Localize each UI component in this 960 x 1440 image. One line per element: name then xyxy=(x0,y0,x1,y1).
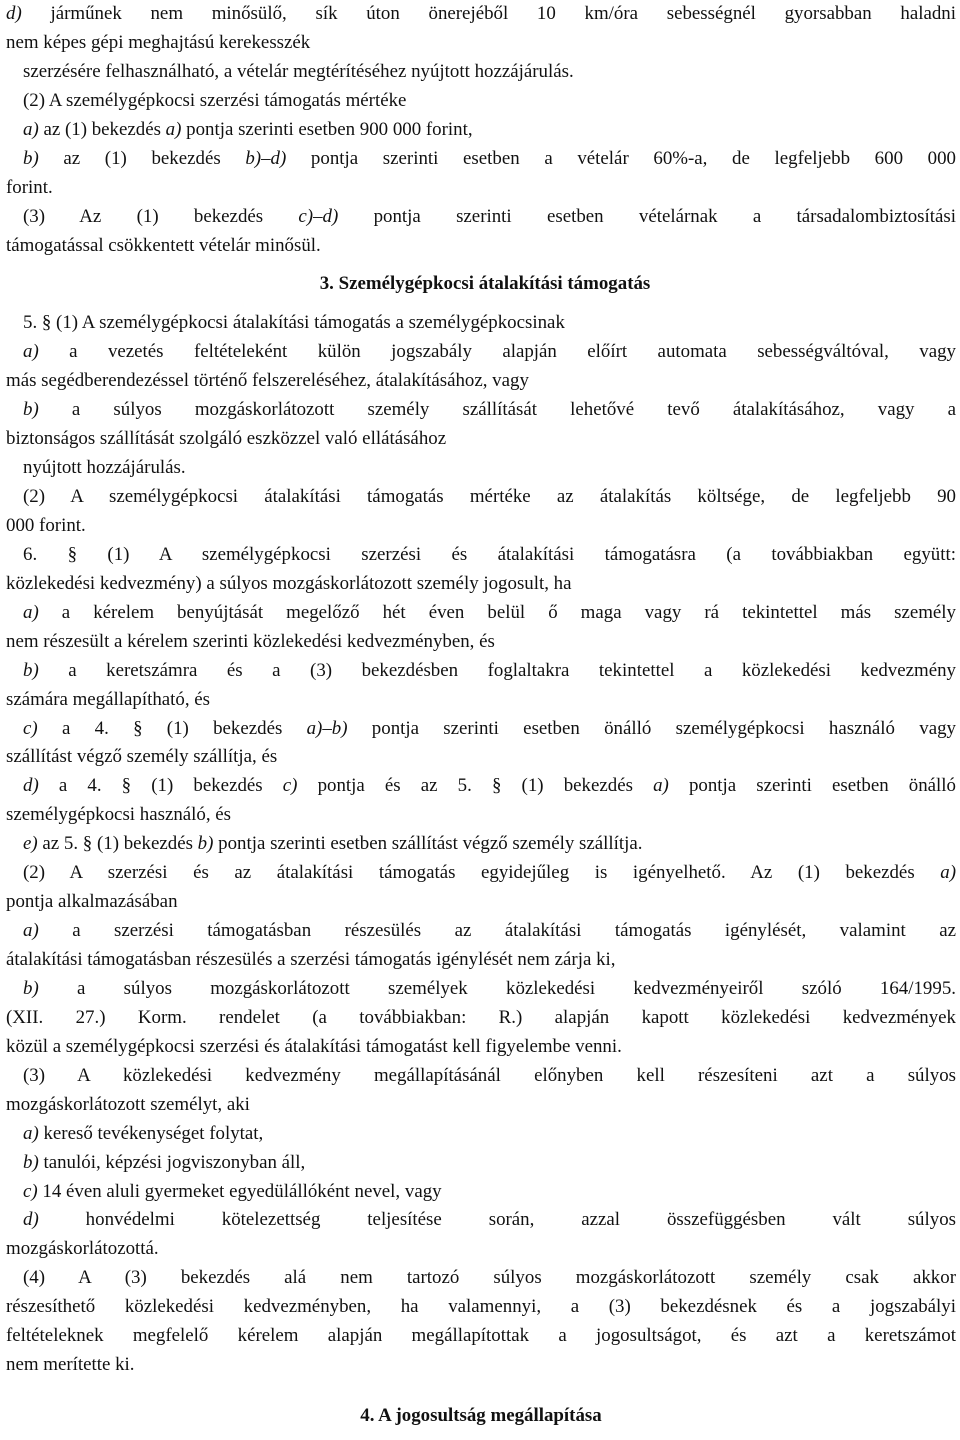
text-line xyxy=(6,0,956,29)
text-segment: más segédberendezéssel történő felszereléséhez, átalakításához, vagy xyxy=(6,370,529,392)
text-line xyxy=(6,1120,956,1149)
text-segment: pontja szerinti esetben a vételár 60%-a, de legfeljebb 600 000 xyxy=(286,147,956,169)
text-segment: (XII. 27.) Korm. rendelet (a továbbiakban: R.) alapján kapott közlekedési kedvezmények xyxy=(6,1006,956,1028)
text-segment: az 5. § (1) bekezdés xyxy=(37,833,198,855)
text-segment: pontja szerinti esetben 900 000 forint, xyxy=(181,118,473,140)
text-segment: 000 forint. xyxy=(6,514,86,536)
text-segment: tanulói, képzési jogviszonyban áll, xyxy=(38,1151,306,1173)
section-heading xyxy=(6,270,956,299)
text-line xyxy=(6,203,956,232)
text-line xyxy=(6,29,956,58)
text-segment: feltételeknek megfelelő kérelem alapján megállapítottak a jogosultságot, és azt a keretszámot xyxy=(6,1325,956,1347)
point-marker: a) xyxy=(23,601,39,623)
text-segment: forint. xyxy=(6,176,53,198)
text-segment: a vezetés feltételeként külön jogszabály alapján előírt automata sebességváltóval, vagy xyxy=(38,341,956,363)
text-segment: átalakítási támogatásban részesülés a szerzési támogatás igénylését nem zárja ki, xyxy=(6,949,616,970)
text-line xyxy=(6,309,956,338)
point-marker: a) xyxy=(23,920,39,942)
text-line xyxy=(6,425,956,454)
text-line xyxy=(6,743,956,772)
text-segment: (3) Az (1) bekezdés xyxy=(23,205,299,227)
text-line xyxy=(6,801,956,830)
text-segment: 4. A jogosultság megállapítása xyxy=(360,1405,602,1427)
text-line xyxy=(6,599,956,628)
text-line xyxy=(6,541,956,570)
text-segment: (2) A személygépkocsi szerzési támogatás mértéke xyxy=(23,89,407,111)
text-segment: (4) A (3) bekezdés alá nem tartozó súlyos mozgáskorlátozott személy csak akkor xyxy=(23,1267,956,1289)
text-line xyxy=(6,859,956,888)
text-line xyxy=(6,454,956,483)
text-segment: személygépkocsi használó, és xyxy=(6,804,232,826)
text-line xyxy=(6,1351,956,1380)
text-segment: pontja szerinti esetben szállítást végző személy szállítja. xyxy=(213,833,643,855)
point-marker: c) xyxy=(23,717,38,739)
text-line xyxy=(6,1062,956,1091)
text-segment: közül a személygépkocsi szerzési és átalakítási támogatást kell figyelembe venni. xyxy=(6,1035,622,1057)
text-line xyxy=(6,232,956,261)
text-segment: 14 éven aluli gyermeket egyedülállóként nevel, vagy xyxy=(37,1180,442,1202)
point-marker: b) xyxy=(197,833,214,855)
text-segment: a kérelem benyújtását megelőző hét éven belül ő maga vagy rá tekintettel más személy xyxy=(38,601,956,623)
point-marker: b)–d) xyxy=(245,147,287,169)
text-segment: a súlyos mozgáskorlátozott személy szállítását lehetővé tevő átalakításához, vagy a xyxy=(38,399,956,421)
text-segment: részesíthető közlekedési kedvezményben, ha valamennyi, a (3) bekezdésnek és a jogszabályi xyxy=(6,1296,956,1318)
text-line xyxy=(6,715,956,744)
text-segment: honvédelmi kötelezettség teljesítése során, azzal összefüggésben vált súlyos xyxy=(38,1209,956,1231)
point-marker: a)–b) xyxy=(306,717,348,739)
point-marker: b) xyxy=(23,659,39,681)
point-marker: d) xyxy=(6,3,22,24)
point-marker: c) xyxy=(282,775,298,797)
text-line xyxy=(6,116,956,145)
text-line xyxy=(6,975,956,1004)
text-segment: pontja alkalmazásában xyxy=(6,891,178,913)
point-marker: b) xyxy=(23,147,39,169)
text-segment: nem merítette ki. xyxy=(6,1354,135,1376)
text-line xyxy=(6,772,956,801)
text-segment: (2) A személygépkocsi átalakítási támogatás mértéke az átalakítás költsége, de legfeljebb 90 xyxy=(23,486,956,507)
text-segment: pontja szerinti esetben önálló személygépkocsi használó vagy xyxy=(347,717,956,739)
text-line xyxy=(6,1206,956,1235)
text-line xyxy=(6,1004,956,1033)
text-segment: a szerzési támogatásban részesülés az átalakítási támogatás igénylését, valamint az xyxy=(38,920,956,942)
text-segment: 5. § (1) A személygépkocsi átalakítási támogatás a személygépkocsinak xyxy=(23,312,565,334)
point-marker: d) xyxy=(23,1209,39,1231)
text-line xyxy=(6,338,956,367)
text-line xyxy=(6,917,956,946)
text-segment: járműnek nem minősülő, sík úton önerejéből 10 km/óra sebességnél gyorsabban haladni xyxy=(21,3,956,24)
text-line xyxy=(6,888,956,917)
text-segment: (3) A közlekedési kedvezmény megállapításánál előnyben kell részesíteni azt a súlyos xyxy=(23,1064,956,1086)
text-segment: számára megállapítható, és xyxy=(6,688,211,710)
text-segment: 6. § (1) A személygépkocsi szerzési és átalakítási támogatásra (a továbbiakban együtt: xyxy=(23,543,956,565)
text-segment: kereső tevékenységet folytat, xyxy=(38,1122,264,1144)
text-line xyxy=(6,830,956,859)
text-line xyxy=(6,1322,956,1351)
text-line xyxy=(6,946,956,975)
text-line xyxy=(6,1178,956,1207)
text-segment: pontja és az 5. § (1) bekezdés xyxy=(297,775,654,797)
text-segment: nem képes gépi meghajtású kerekesszék xyxy=(6,31,311,53)
text-line xyxy=(6,570,956,599)
text-line xyxy=(6,396,956,425)
text-segment: a súlyos mozgáskorlátozott személyek közlekedési kedvezményeiről szóló 164/1995. xyxy=(38,977,956,999)
text-segment: szerzésére felhasználható, a vételár megtérítéséhez nyújtott hozzájárulás. xyxy=(23,60,574,82)
point-marker: c) xyxy=(23,1180,38,1202)
text-line xyxy=(6,58,956,87)
section-heading xyxy=(6,1402,956,1431)
text-line xyxy=(6,174,956,203)
text-line xyxy=(6,1091,956,1120)
text-line xyxy=(6,686,956,715)
text-line xyxy=(6,512,956,541)
text-line xyxy=(6,483,956,512)
point-marker: b) xyxy=(23,977,39,999)
text-segment: mozgáskorlátozott személyt, aki xyxy=(6,1093,250,1115)
point-marker: a) xyxy=(653,775,669,797)
text-segment: mozgáskorlátozottá. xyxy=(6,1238,159,1260)
text-segment: pontja szerinti esetben vételárnak a társadalombiztosítási xyxy=(338,205,956,227)
point-marker: d) xyxy=(23,775,39,797)
text-line xyxy=(6,1235,956,1264)
text-segment: szállítást végző személy szállítja, és xyxy=(6,746,278,768)
text-line xyxy=(6,145,956,174)
text-line xyxy=(6,1033,956,1062)
point-marker: a) xyxy=(165,118,182,140)
text-line xyxy=(6,367,956,396)
text-line xyxy=(6,628,956,657)
text-segment: biztonságos szállítását szolgáló eszközzel való ellátásához xyxy=(6,428,447,450)
text-segment: az (1) bekezdés xyxy=(38,147,246,169)
text-segment: támogatással csökkentett vételár minősül. xyxy=(6,234,321,256)
text-segment: 3. Személygépkocsi átalakítási támogatás xyxy=(319,273,651,295)
point-marker: a) xyxy=(23,341,39,363)
point-marker: b) xyxy=(23,1151,39,1173)
text-segment: a 4. § (1) bekezdés xyxy=(37,717,307,739)
text-segment: nyújtott hozzájárulás. xyxy=(23,457,186,479)
text-segment: a 4. § (1) bekezdés xyxy=(38,775,283,797)
point-marker: a) xyxy=(23,118,39,140)
text-line xyxy=(6,657,956,686)
text-line xyxy=(6,87,956,116)
text-segment: (2) A szerzési és az átalakítási támogatás egyidejűleg is igényelhető. Az (1) bekezdés xyxy=(23,862,941,884)
text-line xyxy=(6,1264,956,1293)
point-marker: e) xyxy=(23,833,38,855)
point-marker: b) xyxy=(23,399,39,421)
text-segment: nem részesült a kérelem szerinti közlekedési kedvezményben, és xyxy=(6,630,495,652)
text-segment: a keretszámra és a (3) bekezdésben foglaltakra tekintettel a közlekedési kedvezmény xyxy=(38,659,956,681)
point-marker: a) xyxy=(23,1122,39,1144)
text-segment: pontja szerinti esetben önálló xyxy=(668,775,956,797)
text-segment: közlekedési kedvezmény) a súlyos mozgáskorlátozott személy jogosult, ha xyxy=(6,572,572,594)
text-line xyxy=(6,1293,956,1322)
point-marker: a) xyxy=(940,862,956,884)
text-segment: az (1) bekezdés xyxy=(38,118,166,140)
point-marker: c)–d) xyxy=(298,205,339,227)
text-line xyxy=(6,1149,956,1178)
